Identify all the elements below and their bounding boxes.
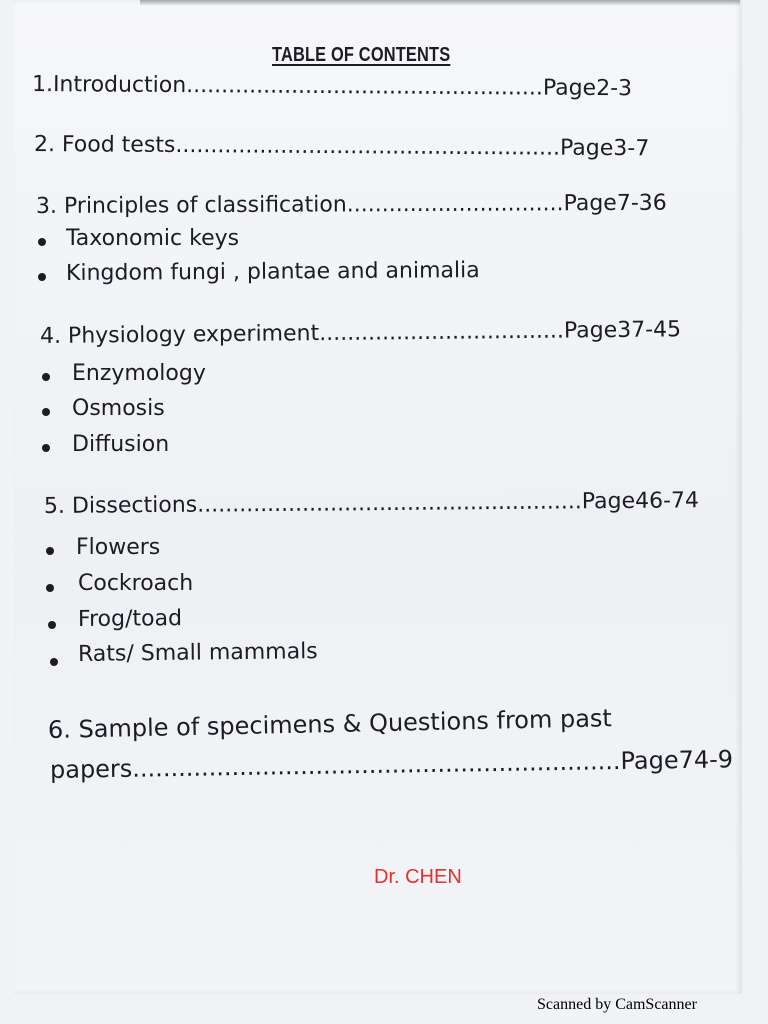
entry-pages: Page7-36: [563, 190, 667, 217]
list-item: Kingdom fungi , plantae and animalia: [65, 258, 480, 286]
bullet-icon: [38, 238, 46, 246]
dot-leader: ...................................................: [186, 73, 543, 101]
dot-leader: ...................................: [319, 318, 565, 347]
bullet-icon: [42, 444, 50, 452]
entry-title: 6. Sample of specimens & Questions from past: [47, 704, 613, 744]
toc-entry-introduction: [32, 72, 632, 101]
list-item: Osmosis: [72, 396, 165, 421]
list-item: Enzymology: [72, 361, 206, 386]
bullet-icon: [46, 584, 54, 592]
list-item: Flowers: [76, 535, 161, 560]
bullet-icon: [42, 408, 50, 416]
toc-entry-classification: [36, 191, 667, 219]
dot-leader: .......................................................: [197, 489, 582, 518]
list-item: Taxonomic keys: [66, 226, 240, 251]
dot-leader: ................................................................: [132, 747, 621, 783]
list-item: Frog/toad: [77, 606, 183, 632]
entry-pages: Page2-3: [542, 75, 633, 102]
entry-pages: Page46-74: [581, 488, 700, 515]
entry-pages: Page37-45: [563, 317, 682, 344]
entry-title: 5. Dissections: [43, 492, 198, 519]
bullet-icon: [38, 273, 46, 281]
author-name: Dr. CHEN: [374, 866, 462, 888]
bullet-icon: [50, 658, 58, 666]
dot-leader: ...............................: [346, 191, 564, 218]
list-item: Rats/ Small mammals: [77, 639, 318, 667]
bullet-icon: [46, 547, 54, 555]
entry-title: 1.Introduction: [31, 72, 187, 99]
toc-entry-food-tests: [34, 132, 649, 161]
entry-title: 4. Physiology experiment: [39, 321, 320, 349]
scanner-watermark: Scanned by CamScanner: [537, 996, 697, 1013]
toc-heading: TABLE OF CONTENTS: [272, 44, 451, 66]
entry-title: 3. Principles of classification: [35, 192, 347, 219]
bullet-icon: [48, 621, 56, 629]
dot-leader: .......................................................: [175, 132, 561, 161]
entry-pages: Page74-9: [620, 745, 734, 776]
entry-pages: Page3-7: [559, 135, 650, 162]
scan-edge-shadow: [140, 0, 740, 6]
bullet-icon: [42, 373, 50, 381]
entry-title-continued: papers: [49, 754, 133, 784]
entry-title: 2. Food tests: [33, 132, 176, 158]
list-item: Diffusion: [72, 432, 170, 457]
list-item: Cockroach: [78, 571, 194, 596]
